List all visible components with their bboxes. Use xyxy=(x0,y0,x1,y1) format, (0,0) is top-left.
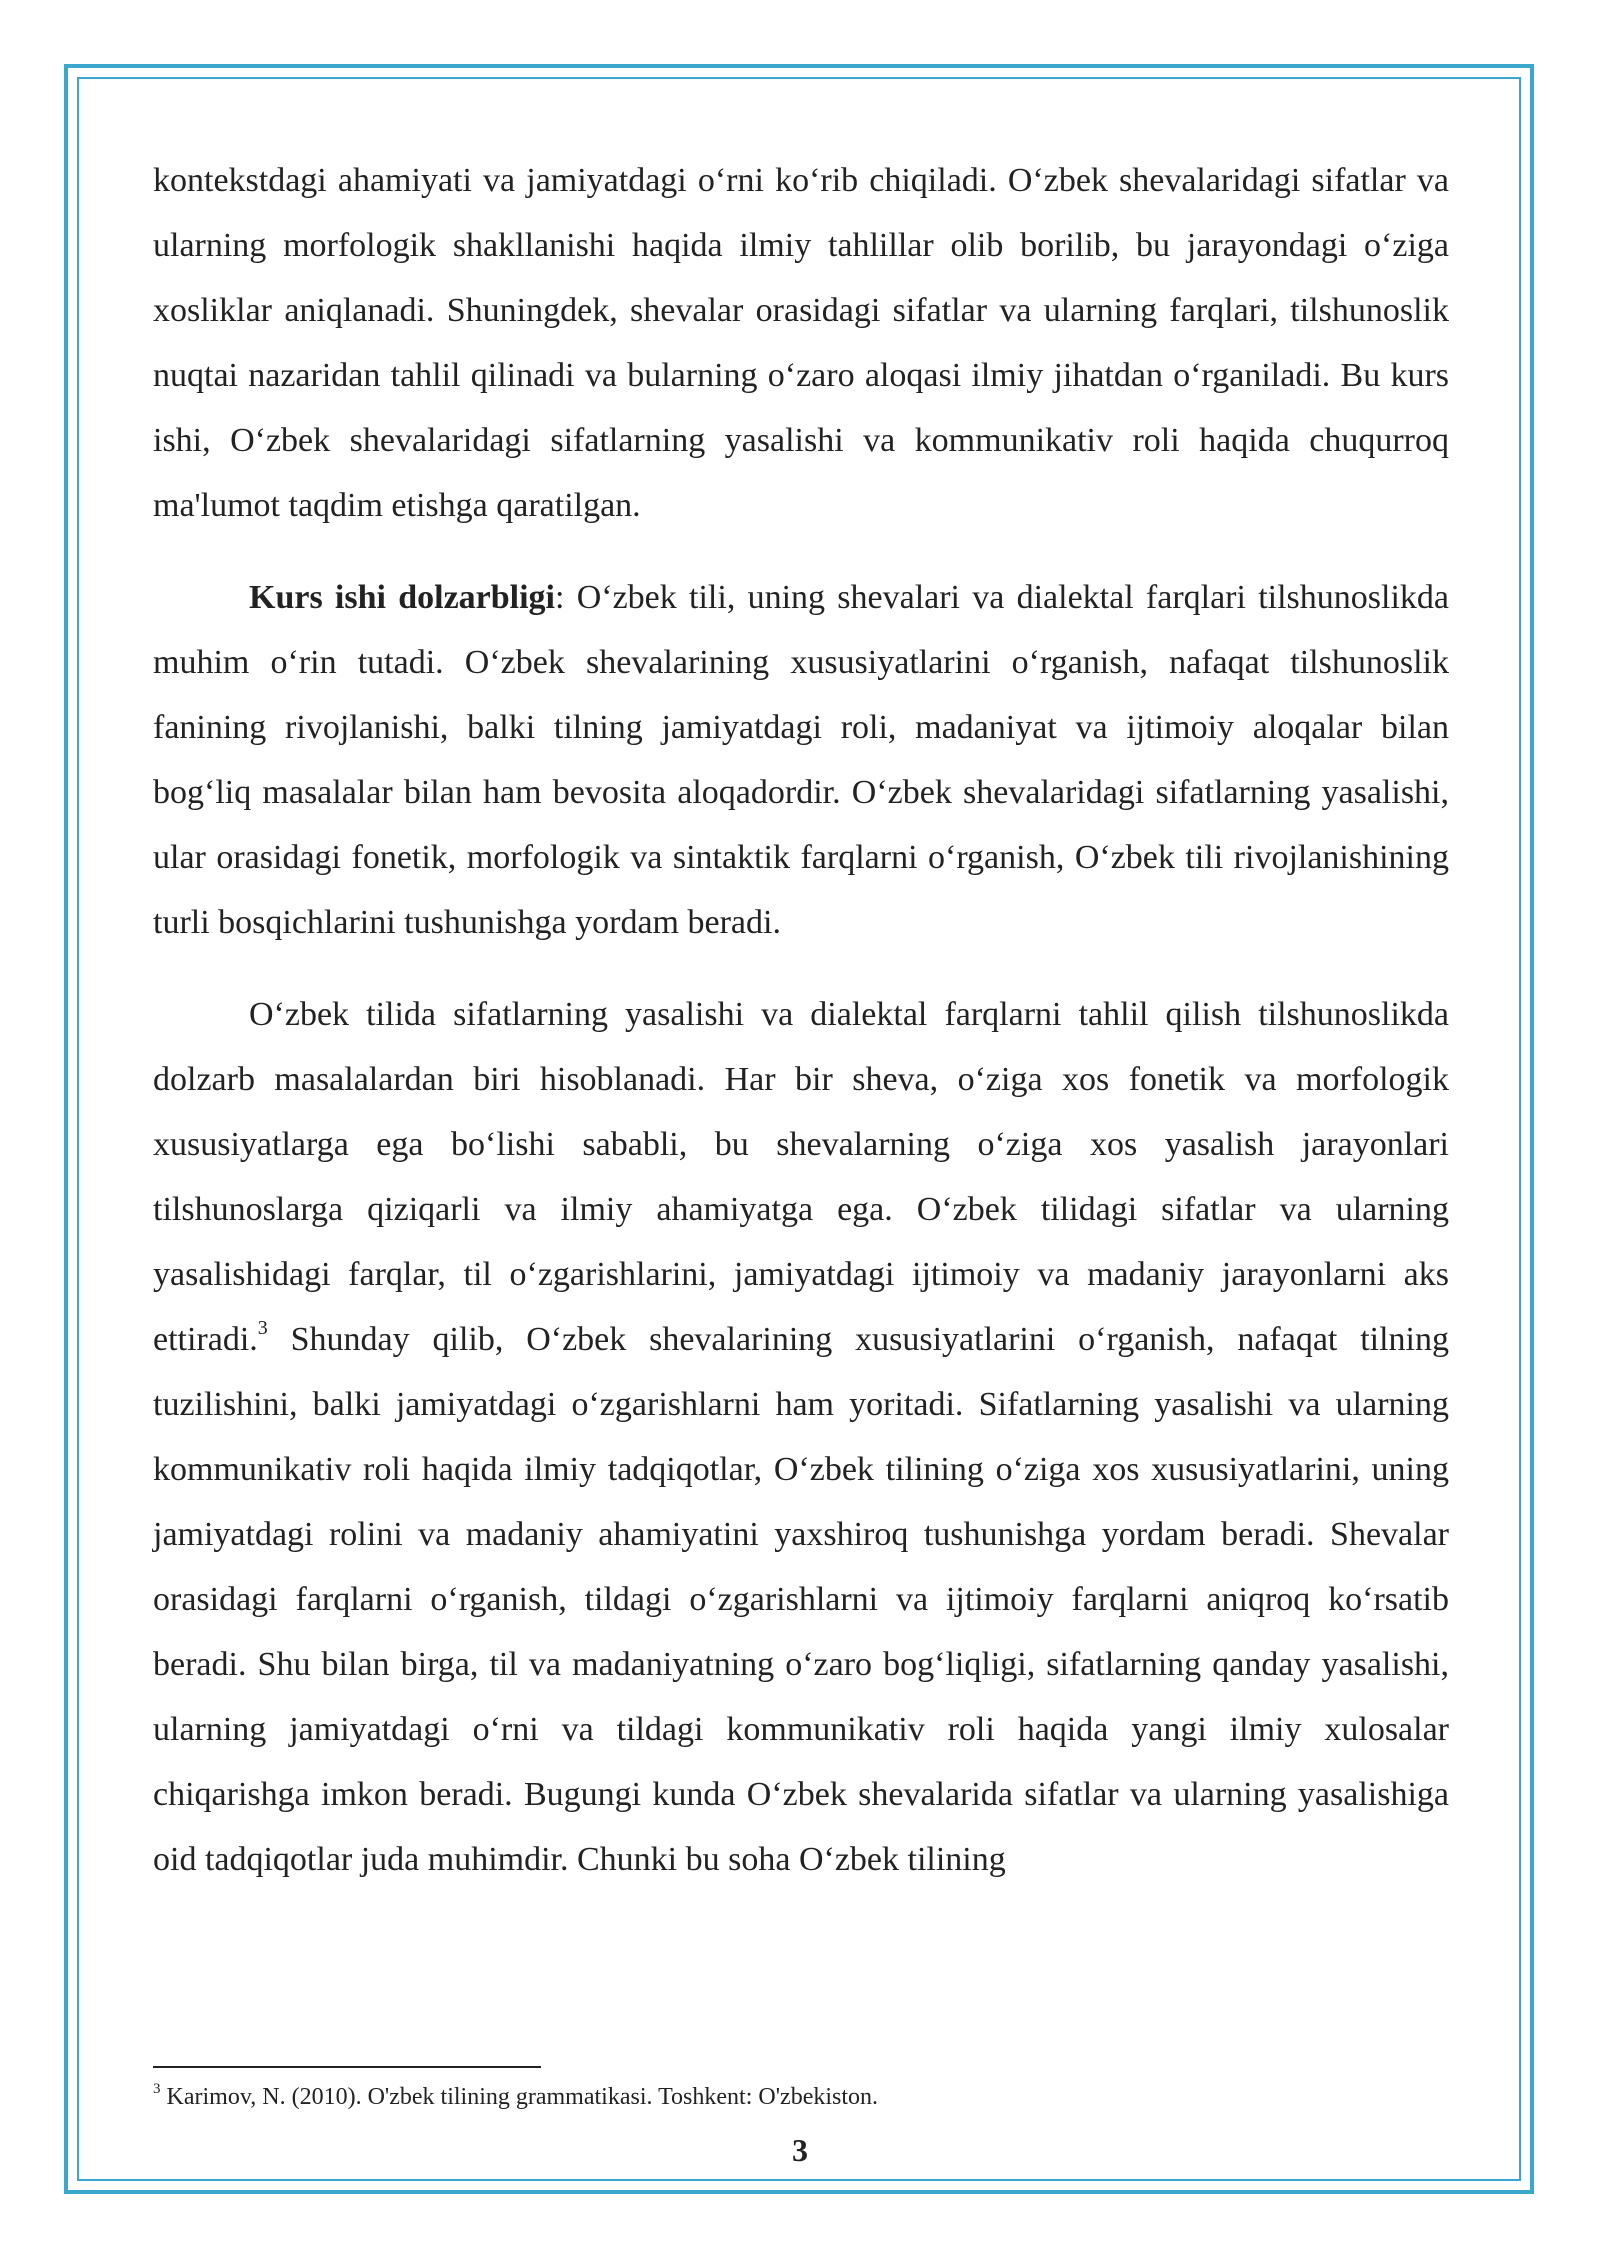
footnote xyxy=(153,2080,1449,2114)
paragraph-continuation xyxy=(153,148,1449,538)
body-text xyxy=(153,148,1449,1892)
footnote-reference[interactable]: 3 xyxy=(257,1316,268,1339)
footnote-separator xyxy=(153,2066,541,2068)
page-number: 3 xyxy=(792,2132,808,2168)
section-heading: Kurs ishi dolzarbligi xyxy=(249,579,556,616)
paragraph-analysis xyxy=(153,982,1449,1892)
paragraph-relevance xyxy=(153,565,1449,955)
paragraph-text: Shunday qilib, O‘zbek shevalarining xususiyatlarini o‘rganish, nafaqat tilning tuzilishini, balki jamiyatdagi o‘zgarishlarni ham yoritadi. Sifatlarning yasalishi va ularning kommunikativ roli haqida ilmiy tadqiqotlar, O‘zbek tilining o‘ziga xos xususiyatlarini, uning jamiyatdagi rolini va madaniy ahamiyatini yaxshiroq tushunishga yordam beradi. Shevalar orasidagi farqlarni o‘rganish, tildagi o‘zgarishlarni va ijtimoiy farqlarni aniqroq ko‘rsatib beradi. Shu bilan birga, til va madaniyatning o‘zaro bog‘liqligi, sifatlarning qanday yasalishi, ularning jamiyatdagi o‘rni va tildagi kommunikativ roli haqida yangi ilmiy xulosalar chiqarishga imkon beradi. Bugungi kunda O‘zbek shevalarida sifatlar va ularning yasalishiga oid tadqiqotlar juda muhimdir. Chunki bu soha O‘zbek tilining xyxy=(153,1321,1449,1878)
paragraph-text: O‘zbek tilida sifatlarning yasalishi va dialektal farqlarni tahlil qilish tilshunoslikda dolzarb masalalardan biri hisoblanadi. Har bir sheva, o‘ziga xos fonetik va morfologik xususiyatlarga ega bo‘lishi sababli, bu shevalarning o‘ziga xos yasalish jarayonlari tilshunoslarga qiziqarli va ilmiy ahamiyatga ega. O‘zbek tilidagi sifatlar va ularning yasalishidagi farqlar, til o‘zgarishlarini, jamiyatdagi ijtimoiy va madaniy jarayonlarni aks ettiradi. xyxy=(153,996,1449,1358)
footnote-text: Karimov, N. (2010). O'zbek tilining grammatikasi. Toshkent: O'zbekiston. xyxy=(160,2084,879,2110)
paragraph-text: kontekstdagi ahamiyati va jamiyatdagi o‘rni ko‘rib chiqiladi. O‘zbek shevalaridagi sifatlar va ularning morfologik shakllanishi haqida ilmiy tahlillar olib borilib, bu jarayondagi o‘ziga xosliklar aniqlanadi. Shuningdek, shevalar orasidagi sifatlar va ularning farqlari, tilshunoslik nuqtai nazaridan tahlil qilinadi va bularning o‘zaro aloqasi ilmiy jihatdan o‘rganiladi. Bu kurs ishi, O‘zbek shevalaridagi sifatlarning yasalishi va kommunikativ roli haqida chuqurroq ma'lumot taqdim etishga qaratilgan. xyxy=(153,162,1449,524)
footnote-number: 3 xyxy=(153,2081,161,2097)
paragraph-text: : O‘zbek tili, uning shevalari va dialektal farqlari tilshunoslikda muhim o‘rin tutadi. O‘zbek shevalarining xususiyatlarini o‘rganish, nafaqat tilshunoslik fanining rivojlanishi, balki tilning jamiyatdagi roli, madaniyat va ijtimoiy aloqalar bilan bog‘liq masalalar bilan ham bevosita aloqadordir. O‘zbek shevalaridagi sifatlarning yasalishi, ular orasidagi fonetik, morfologik va sintaktik farqlarni o‘rganish, O‘zbek tili rivojlanishining turli bosqichlarini tushunishga yordam beradi. xyxy=(153,579,1449,941)
